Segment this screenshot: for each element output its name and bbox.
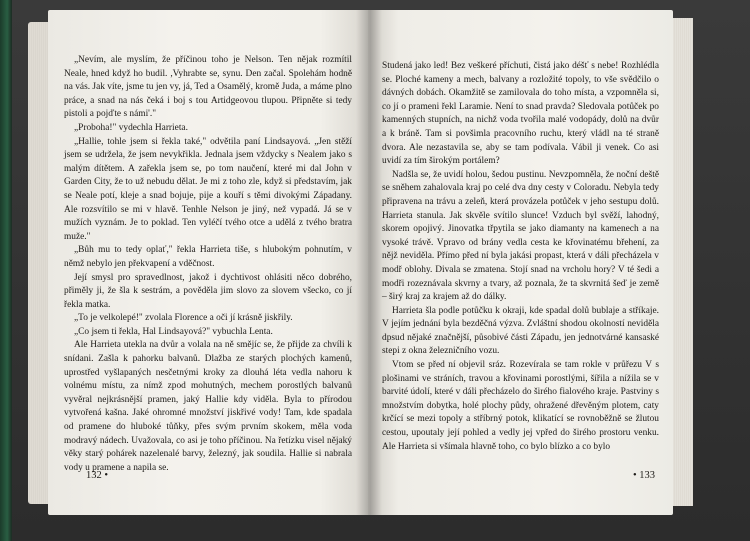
- page-number: 132 •: [86, 470, 109, 481]
- right-page: [368, 10, 673, 515]
- paragraph: Studená jako led! Bez veškeré příchuti, čistá jako déšť s nebe! Rozhlédla se. Ploché kameny a mech, balvany a rozložité topoly, to vše svědčilo o dávných dobách. Okamžitě se zamilovala do toho místa, a vzpomněla si, co jí o prameni řekl Laramie. Není to snad pravda? Sledovala potůček po kamenných stupních, na nichž voda tvořila malé vodopády, dolů na dvůr a k bráně. Tam si povšimla pracovního ruchu, který vládl na té straně dvora. Ale nezastavila se, aby se tam podívala. Vábil ji venek. Co asi uvidí za tím širokým portálem?: [382, 61, 659, 167]
- paragraph: „Bůh mu to tedy oplať," řekla Harrieta tiše, s hlubokým pohnutím, v němž nebylo jen překvapení a vděčnost.: [64, 245, 352, 269]
- right-page-text: [382, 60, 659, 454]
- paragraph: Ale Harrieta utekla na dvůr a volala na ně smějíc se, že přijde za chvíli k snídani. Zašla k pahorku balvanů. Dlažba ze starých plochých kamenů, uprostřed vyšlapaných nesčetnými kroky za dlouhá léta vedla nahoru k volnému místu, za nímž zpod mohutných, mechem porostlých balvanů vyvěral nejkrásnější pramen, jaký Hallie kdy viděla. Byla to přírodou vytvořená kašna. Jaké ohromné množství jiskřivé vody! Tam, kde spadala od pramene do hluboké tůňky, přes svým prvním skokem, měla voda modravý nádech. Uvažovala, co asi je toho příčinou. Na řetízku visel nějaký věky starý pohárek nazelenalé barvy, železný, jak soudila. Hallie si nabrala vody u pramene a napila se.: [64, 340, 352, 473]
- paragraph: „Proboha!" vydechla Harrieta.: [74, 122, 188, 133]
- paragraph: „Hallie, tohle jsem si řekla také," odvětila paní Lindsayová. „Jen stěží jsem se udržela, že jsem nevykřikla. Jednala jsem vždycky s Nealem jako s malým dítětem. A zařekla jsem se, po tom naučení, které mi dal John v Garden City, že to už nebudu dělat. Je mi z toho zle, když si představím, jak se Neale potí, kleje a snad bojuje, pije a kouří s těmi divokými Západany. Ale rozsvítilo se mi v hlavě. Tenhle Nelson je jiný, než vypadá. Já se v mužích vyznám. Je to poklad. Ten vyléčí tvého otce a udělá z tvého bratra muže.": [64, 136, 352, 242]
- paragraph: „Co jsem ti řekla, Hal Lindsayová?" vybuchla Lenta.: [74, 326, 273, 337]
- left-page: [48, 10, 368, 515]
- paragraph: Harrieta šla podle potůčku k okraji, kde spadal dolů bublaje a stříkaje. V jejím jednání byla bezděčná výzva. Zvláštní shodou okolností neviděla dpsud nějaké značnější, působivé části Západu, jen jednotvárné kansaské stepi z okna železničního vozu.: [382, 305, 659, 357]
- page-stack-left: [28, 22, 50, 504]
- paragraph: „Nevím, ale myslím, že příčinou toho je Nelson. Ten nějak rozmítil Neale, hned když ho budil. ,Vyhrabte se, synu. Den začal. Spolehám hodně na vás. Jak víte, jsme tu jen vy, já, Ted a Osamělý, kromě Juda, a máme plno práce, a snad na nás čeká i boj s tou Artidgeovou tlupou. Připněte si tedy pistoli a pojďte s námi'.": [64, 55, 352, 120]
- left-page-text: [64, 54, 352, 475]
- page-stack-right: [673, 18, 693, 506]
- paragraph: Vtom se před ní objevil sráz. Rozevírala se tam rokle v průřezu V s plošinami ve stráních, travou a křovinami porostlými, šířila a nížila se v barvité údolí, které v dáli přecházelo do širého fialového kraje. Pastviny s množstvím dobytka, holé plochy půdy, ohražené dřevěným plotem, caty krčící se mezi topoly a stříbrný potok, klikatící se rovnoběžně se žlutou cestou, upoutaly její pohled a vedly jej vpřed do širého prostoru venku. Ale Harrieta si všímala hlavně toho, co bylo blízko a co bylo: [382, 360, 659, 452]
- page-number: • 133: [632, 470, 655, 481]
- paragraph: Její smysl pro spravedlnost, jakož i dychtivost ohlásiti něco dobrého, přiměly ji, že šla k sestrám, a pověděla jim slovo za slovem všecko, co jí řekla matka.: [64, 272, 352, 310]
- paragraph: „To je velkolepé!" zvolala Florence a oči jí krásně jiskřily.: [74, 313, 293, 324]
- paragraph: Nadšla se, že uvidí holou, šedou pustinu. Nevzpomněla, že noční deště se sněhem zahalovala kraj po celé dva dny cesty v Coloradu. Nebyla tedy připravena na trávu a zeleň, která provázela potůček v jeho sestupu dolů. Harrieta stanula. Jak skvěle svítilo slunce! Vzduch byl svěží, lahodný, skorem opojivý. Jinovatka třpytila se jako diamanty na kamenech a na vysoké trávě. Vpravo od brány vedla cesta ke křovinatému břehení, za nějž neviděla. Přímo před ní byla jakási propast, která v dáli přecházela v modř oblohy. Divala se zmatena. Stojí snad na vrcholu hory? V té šedi a modři rozeznávala skvrny a tvary, až poznala, že ta skvrnitá šeď je země – širý kraj za krajem až do dálky.: [382, 169, 659, 303]
- book-edge: [0, 0, 12, 541]
